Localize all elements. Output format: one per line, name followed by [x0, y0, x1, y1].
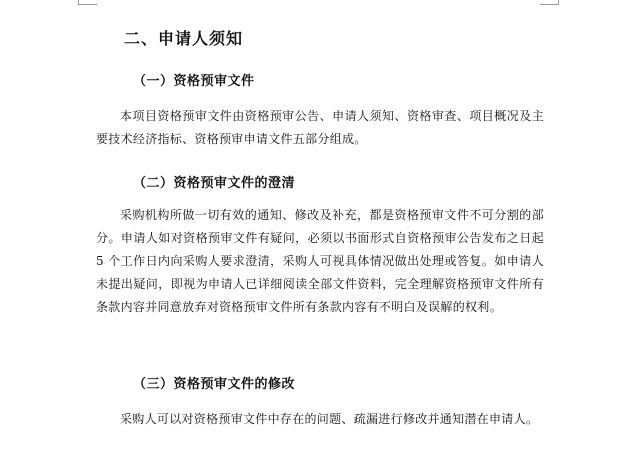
paragraph-3: 采购人可以对资格预审文件中存在的问题、疏漏进行修改并通知潜在申请人。 [120, 412, 539, 426]
subsection-title-1: （一）资格预审文件 [133, 74, 255, 89]
page-corner-mark-left [78, 0, 97, 5]
subsection-title-3: （三）资格预审文件的修改 [133, 377, 296, 392]
section-heading: 二、申请人须知 [124, 29, 244, 48]
paragraph-1: 本项目资格预审文件由资格预审公告、申请人须知、资格审查、项目概况及主要技术经济指标、资格预审申请文件五部分组成。 [96, 109, 544, 146]
subsection-title-2: （二）资格预审文件的澄清 [133, 176, 296, 191]
paragraph-2: 采购机构所做一切有效的通知、修改及补充，都是资格预审文件不可分割的部分。申请人如对资格预审文件有疑问，必须以书面形式自资格预审公告发布之日起 5 个工作日内向采购人要求澄清，采购人可视具体情况做出处理或答复。如申请人未提出疑问，即视为申请人已详细阅读全部文件资料，完全理解资格预审文件所有条款内容并同意放弃对资格预审文件所有条款内容有不明白及误解的权利。 [96, 208, 544, 314]
page-corner-mark-right [540, 0, 559, 5]
